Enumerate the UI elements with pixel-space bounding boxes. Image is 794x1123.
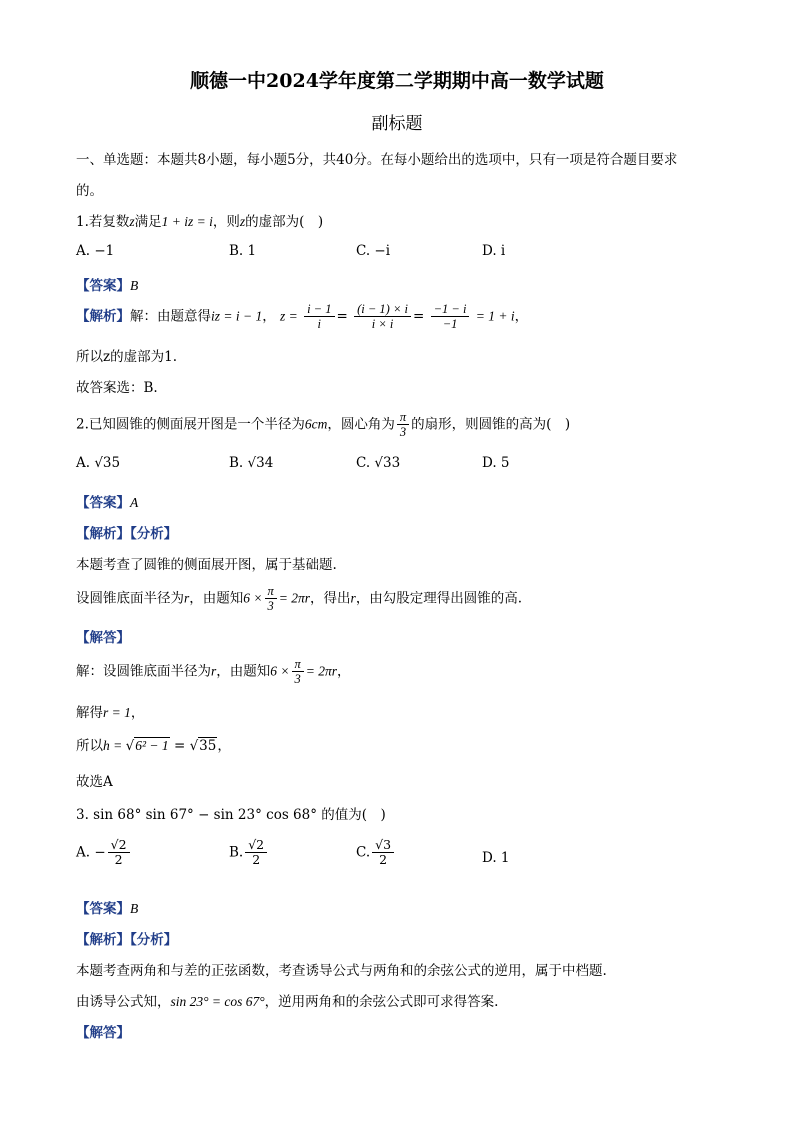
- q1-text: 的虚部为( ): [245, 214, 324, 230]
- var-r: r: [184, 590, 190, 606]
- q1-option-c: C. −i: [356, 243, 391, 259]
- fraction: [108, 838, 130, 868]
- frac-den: 2: [114, 852, 123, 868]
- text: ，由勾股定理得出圆锥的高.: [355, 590, 523, 607]
- text: ，得出: [310, 590, 351, 607]
- q3-option-d: D. 1: [482, 850, 510, 866]
- eq: = 2πr: [305, 663, 338, 679]
- frac-num: π: [265, 584, 277, 599]
- q2-answer: [76, 491, 138, 511]
- q2-solve-line3: [76, 734, 231, 754]
- q1-analysis-line3: 故答案选：B.: [76, 380, 158, 396]
- answer-label: 【答案】: [76, 278, 130, 294]
- var-r: r: [211, 663, 217, 679]
- eq: 6 ×: [243, 590, 263, 606]
- radicand: 35: [199, 738, 217, 754]
- q1-text: ，则: [212, 214, 240, 230]
- opt-label: A. −: [76, 844, 106, 861]
- fraction: [354, 302, 411, 332]
- eq: =: [169, 738, 190, 754]
- q1-option-b: B. 1: [229, 243, 257, 259]
- q2-option-b: B. √34: [229, 455, 274, 471]
- fraction: [372, 838, 394, 868]
- q1-equation: 1 + iz = i: [161, 214, 213, 229]
- frac-num: √2: [108, 838, 130, 853]
- answer-label: 【答案】: [76, 495, 130, 511]
- q2-solve-line4: 故选A: [76, 774, 113, 790]
- q3-solve-label: 【解答】: [76, 1025, 130, 1041]
- text: 由诱导公式知，: [76, 994, 171, 1010]
- frac-den: 2: [379, 852, 388, 868]
- text: ，: [130, 705, 145, 721]
- opt-label: B.: [229, 844, 244, 861]
- angle-fraction: [397, 410, 409, 440]
- var-r: r: [350, 590, 356, 606]
- q2-solve-line2: [76, 701, 144, 721]
- section-instructions-cont: 的。: [76, 183, 103, 199]
- q2-radius: 6cm: [304, 416, 328, 432]
- q1-option-d: D. i: [482, 243, 506, 259]
- answer-value: B: [130, 901, 139, 916]
- frac-den: 3: [267, 599, 274, 614]
- sqrt: √6² − 1: [125, 738, 169, 754]
- fraction: [304, 302, 334, 332]
- analysis-eq: iz = i − 1: [211, 308, 263, 324]
- q1-answer: [76, 274, 138, 294]
- analysis-eq: z =: [280, 308, 298, 324]
- sqrt: √35: [189, 738, 217, 754]
- opt-label: C.: [356, 844, 371, 861]
- text: 设圆锥底面半径为: [76, 590, 184, 607]
- analysis-text: ，: [262, 308, 276, 325]
- frac-num: (i − 1) × i: [354, 302, 411, 317]
- page-title: 顺德一中2024学年度第二学期期中高一数学试题: [190, 70, 604, 92]
- frac-num: √2: [245, 838, 267, 853]
- q2-solve-label: 【解答】: [76, 630, 130, 646]
- eq: = 2πr: [278, 590, 311, 606]
- frac-den: 3: [399, 425, 407, 440]
- fraction: [245, 838, 267, 868]
- q3-analysis-p2: [76, 990, 498, 1010]
- frac-den: 2: [252, 852, 261, 868]
- analysis-text: 解：由题意得: [130, 308, 211, 325]
- q2-analysis-label: 【解析】【分析】: [76, 526, 178, 542]
- q1-analysis: 【解析】解：由题意得iz = i − 1， z = $\frac{i - 1}{i}$ = $\frac{(i - 1) \times i}{i \times i}$ = $\frac{-1 - i}{-1}$ = 1 + i，: [76, 302, 529, 332]
- section-instructions: [76, 148, 677, 168]
- eq: h =: [103, 738, 126, 753]
- frac-den: −1: [442, 317, 458, 332]
- fraction: [292, 657, 304, 687]
- eq: r = 1: [103, 705, 131, 720]
- q2-text: 2.已知圆锥的侧面展开图是一个半径为: [76, 416, 305, 433]
- q2-text: 的扇形，则圆锥的高为( ): [411, 416, 571, 433]
- analysis-label: 【解析】: [76, 308, 130, 325]
- question-3-stem: 3. sin 68° sin 67° − sin 23° cos 68° 的值为( ): [76, 807, 386, 823]
- q3-answer: [76, 897, 138, 917]
- frac-num: √3: [372, 838, 394, 853]
- analysis-text: ，: [514, 308, 529, 325]
- q3-option-c: [356, 838, 396, 868]
- text: ，由题知: [189, 590, 244, 607]
- text: ，由题知: [216, 663, 271, 680]
- q2-option-c: C. √33: [356, 455, 401, 471]
- q1-var: z: [239, 214, 246, 229]
- text: ，: [337, 663, 351, 680]
- question-2-stem: [76, 410, 570, 440]
- analysis-eq: = 1 + i: [475, 308, 515, 324]
- eq: sin 23° = cos 67°: [170, 994, 265, 1009]
- frac-den: i: [317, 317, 322, 332]
- answer-label: 【答案】: [76, 901, 130, 917]
- q2-analysis-p2: [76, 584, 522, 614]
- q3-option-b: [229, 838, 269, 868]
- frac-den: 3: [294, 672, 301, 687]
- q1-var: z: [129, 214, 135, 229]
- answer-value: B: [130, 278, 139, 293]
- q2-solve-line1: [76, 657, 351, 687]
- q1-option-a: A. −1: [76, 243, 115, 259]
- frac-num: π: [292, 657, 304, 672]
- text: 解：设圆锥底面半径为: [76, 663, 211, 680]
- answer-value: A: [130, 495, 139, 510]
- text: 解得: [76, 705, 103, 721]
- eq: 6 ×: [270, 663, 290, 679]
- q2-analysis-p1: 本题考查了圆锥的侧面展开图，属于基础题.: [76, 557, 337, 573]
- q2-option-d: D. 5: [482, 455, 510, 471]
- fraction: [265, 584, 277, 614]
- frac-num: −1 − i: [431, 302, 470, 317]
- text: ，: [217, 738, 231, 754]
- q2-text: ，圆心角为: [327, 416, 395, 433]
- text: 所以: [76, 738, 103, 754]
- text: ，逆用两角和的余弦公式即可求得答案.: [264, 994, 499, 1010]
- q2-option-a: A. √35: [76, 455, 121, 471]
- section-line-1: 一、单选题：本题共8小题，每小题5分，共40分。在每小题给出的选项中，只有一项是符合题目要求: [76, 152, 678, 168]
- fraction: [431, 302, 470, 332]
- radicand: 6² − 1: [135, 738, 169, 753]
- page-subtitle: 副标题: [371, 114, 423, 134]
- frac-num: π: [397, 410, 409, 425]
- q1-text: 满足: [134, 214, 162, 230]
- q3-option-a: [76, 838, 132, 868]
- q3-analysis-label: 【解析】【分析】: [76, 932, 178, 948]
- q1-text: 1.若复数: [76, 214, 130, 230]
- q3-analysis-p1: 本题考查两角和与差的正弦函数，考查诱导公式与两角和的余弦公式的逆用，属于中档题.: [76, 963, 607, 979]
- frac-num: i − 1: [304, 302, 334, 317]
- question-1-stem: [76, 210, 323, 230]
- q1-analysis-line2: 所以z的虚部为1.: [76, 349, 177, 365]
- frac-den: i × i: [371, 317, 394, 332]
